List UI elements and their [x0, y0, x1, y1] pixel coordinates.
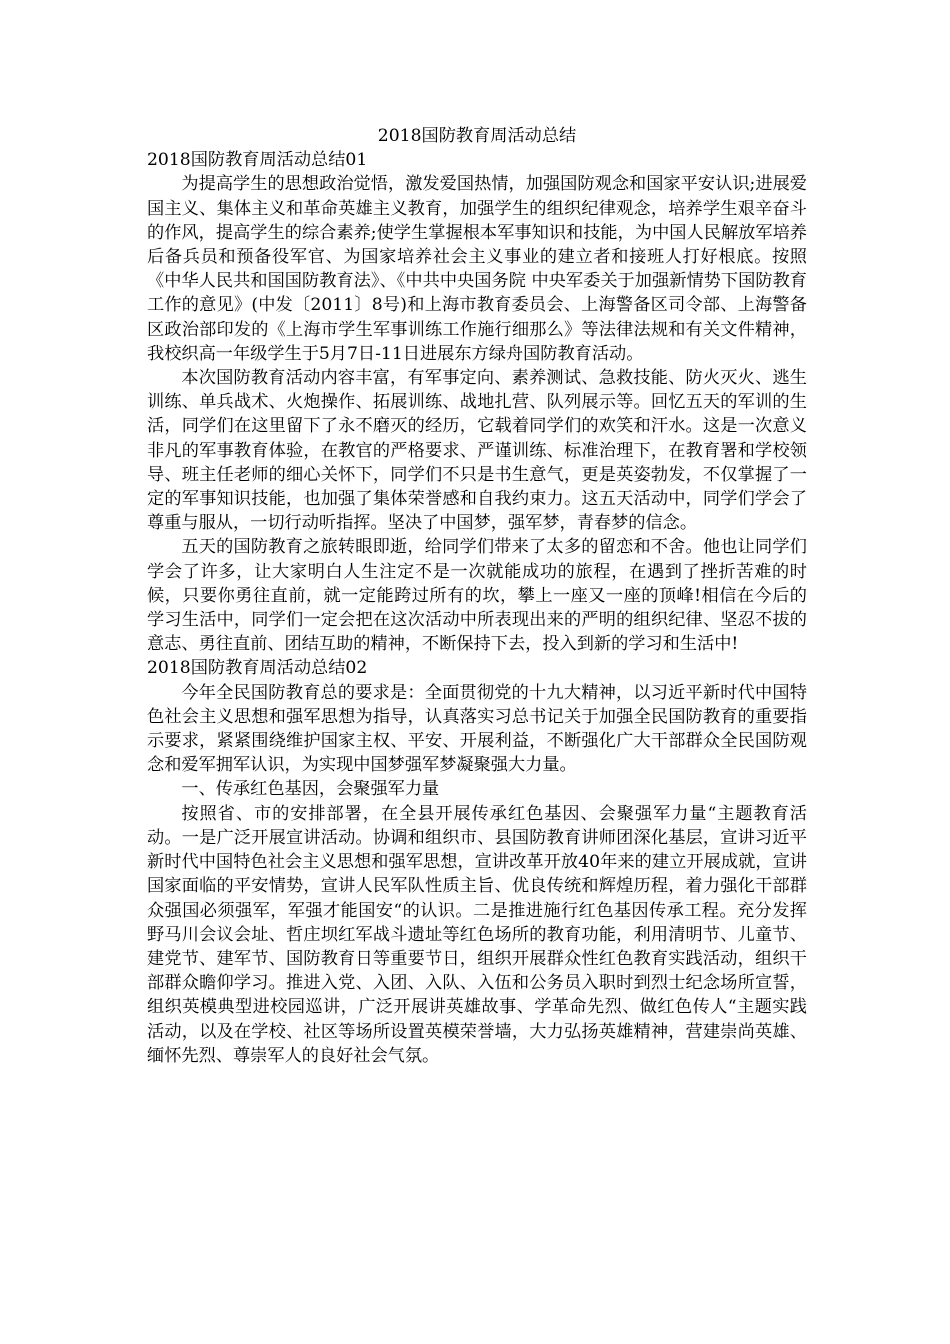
paragraph: 今年全民国防教育总的要求是：全面贯彻党的十九大精神，以习近平新时代中国特色社会主义思想和强军思想为指导，认真落实习总书记关于加强全民国防教育的重要指示要求，紧紧围绕维护国家主权、平安、开展利益，不断强化广大干部群众全民国防观念和爱军拥军认识，为实现中国梦强军梦凝聚强大力量。 [147, 682, 807, 776]
section-heading: 2018国防教育周活动总结02 [147, 658, 368, 679]
paragraph: 为提高学生的思想政治觉悟，激发爱国热情，加强国防观念和国家平安认识;进展爱国主义、集体主义和革命英雄主义教育，加强学生的组织纪律观念，培养学生艰辛奋斗的作风，提高学生的综合素养;使学生掌握根本军事知识和技能，为中国人民解放军培养后备兵员和预备役军官、为国家培养社会主义事业的建立者和接班人打好根底。按照《中华人民共和国国防教育法》、《中共中央国务院 中央军委关于加强新情势下国防教育工作的意见》(中发〔2011〕8号)和上海市教育委员会、上海警备区司令部、上海警备区政治部印发的《上海市学生军事训练工作施行细那么》等法律法规和有关文件精神，我校织高一年级学生于5月7日-11日进展东方绿舟国防教育活动。 [147, 174, 807, 364]
section-01 [147, 148, 807, 656]
paragraph: 五天的国防教育之旅转眼即逝，给同学们带来了太多的留恋和不舍。他也让同学们学会了许多，让大家明白人生注定不是一次就能成功的旅程，在遇到了挫折苦难的时候，只要你勇往直前，就一定能跨过所有的坎，攀上一座又一座的顶峰!相信在今后的学习生活中，同学们一定会把在这次活动中所表现出来的严明的组织纪律、坚忍不拔的意志、勇往直前、团结互助的精神，不断保持下去，投入到新的学习和生活中! [147, 537, 807, 655]
paragraph: 本次国防教育活动内容丰富，有军事定向、素养测试、急救技能、防火灭火、逃生训练、单兵战术、火炮操作、拓展训练、战地扎营、队列展示等。回忆五天的军训的生活，同学们在这里留下了永不磨灭的经历，它载着同学们的欢笑和汗水。这是一次意义非凡的军事教育体验，在教官的严格要求、严谨训练、标准治理下，在教育署和学校领导、班主任老师的细心关怀下，同学们不只是书生意气，更是英姿勃发，不仅掌握了一定的军事知识技能，也加强了集体荣誉感和自我约束力。这五天活动中，同学们学会了尊重与服从，一切行动听指挥。坚决了中国梦，强军梦，青春梦的信念。 [147, 368, 807, 534]
section-heading: 2018国防教育周活动总结01 [147, 150, 368, 171]
section-02 [147, 656, 807, 1067]
document-page [147, 124, 807, 1068]
document-title: 2018国防教育周活动总结 [377, 126, 577, 146]
paragraph: 按照省、市的安排部署，在全县开展传承红色基因、会聚强军力量“主题教育活动。一是广泛开展宣讲活动。协调和组织市、县国防教育讲师团深化基层，宣讲习近平新时代中国特色社会主义思想和强军思想，宣讲改革开放40年来的建立开展成就，宣讲国家面临的平安情势，宣讲人民军队性质主旨、优良传统和辉煌历程，着力强化干部群众强国必须强军，军强才能国安“的认识。二是推进施行红色基因传承工程。充分发挥野马川会议会址、哲庄坝红军战斗遗址等红色场所的教育功能，利用清明节、儿童节、建党节、建军节、国防教育日等重要节日，组织开展群众性红色教育实践活动，组织干部群众瞻仰学习。推进入党、入团、入队、入伍和公务员入职时到烈士纪念场所宣誓，组织英模典型进校园巡讲，广泛开展讲英雄故事、学革命先烈、做红色传人“主题实践活动，以及在学校、社区等场所设置英模荣誉墙，大力弘扬英雄精神，营建崇尚英雄、缅怀先烈、尊崇军人的良好社会气氛。 [147, 803, 807, 1066]
subsection-heading: 一、传承红色基因，会聚强军力量 [181, 779, 440, 800]
